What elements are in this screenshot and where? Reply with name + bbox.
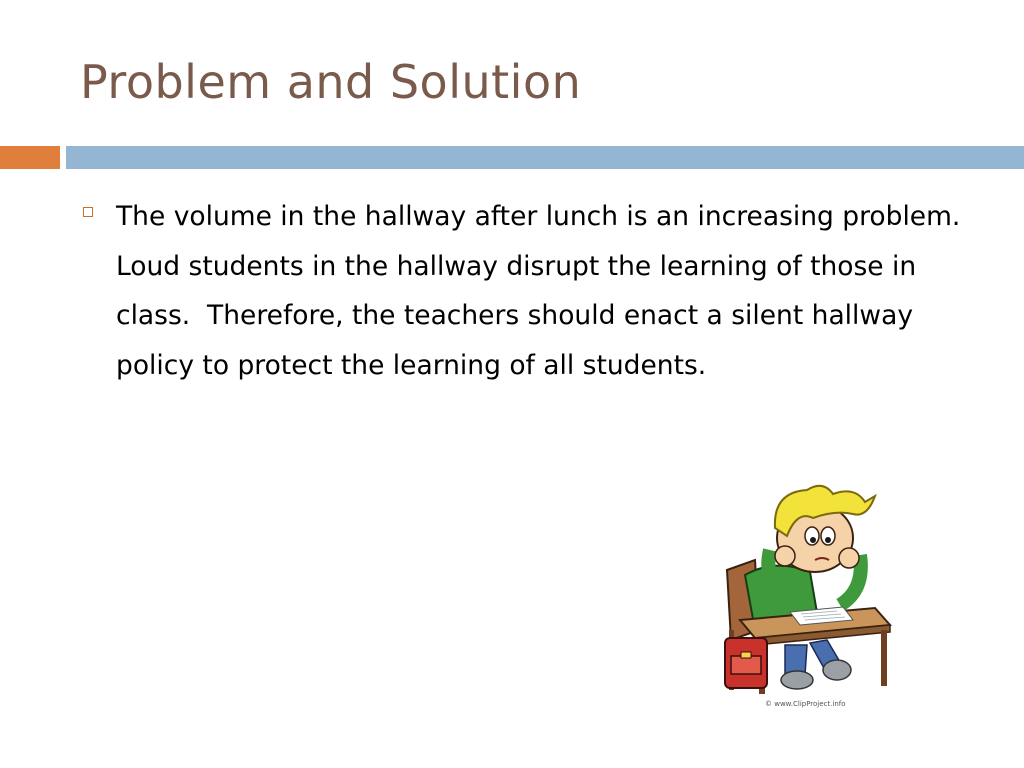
bored-student-illustration bbox=[715, 480, 895, 710]
accent-bar-orange bbox=[0, 146, 60, 169]
slide-title: Problem and Solution bbox=[80, 55, 582, 109]
image-credit: © www.ClipProject.info bbox=[765, 700, 846, 708]
bullet-list bbox=[80, 192, 980, 390]
bullet-item bbox=[80, 192, 980, 390]
bullet-text: The volume in the hallway after lunch is an increasing problem. Loud students in the hallway disrupt the learning of those in class. Therefore, the teachers should enact a silent hallway policy to protect the learning of all students. bbox=[116, 201, 978, 381]
square-bullet-icon bbox=[83, 207, 93, 217]
accent-bar-blue bbox=[66, 146, 1024, 169]
